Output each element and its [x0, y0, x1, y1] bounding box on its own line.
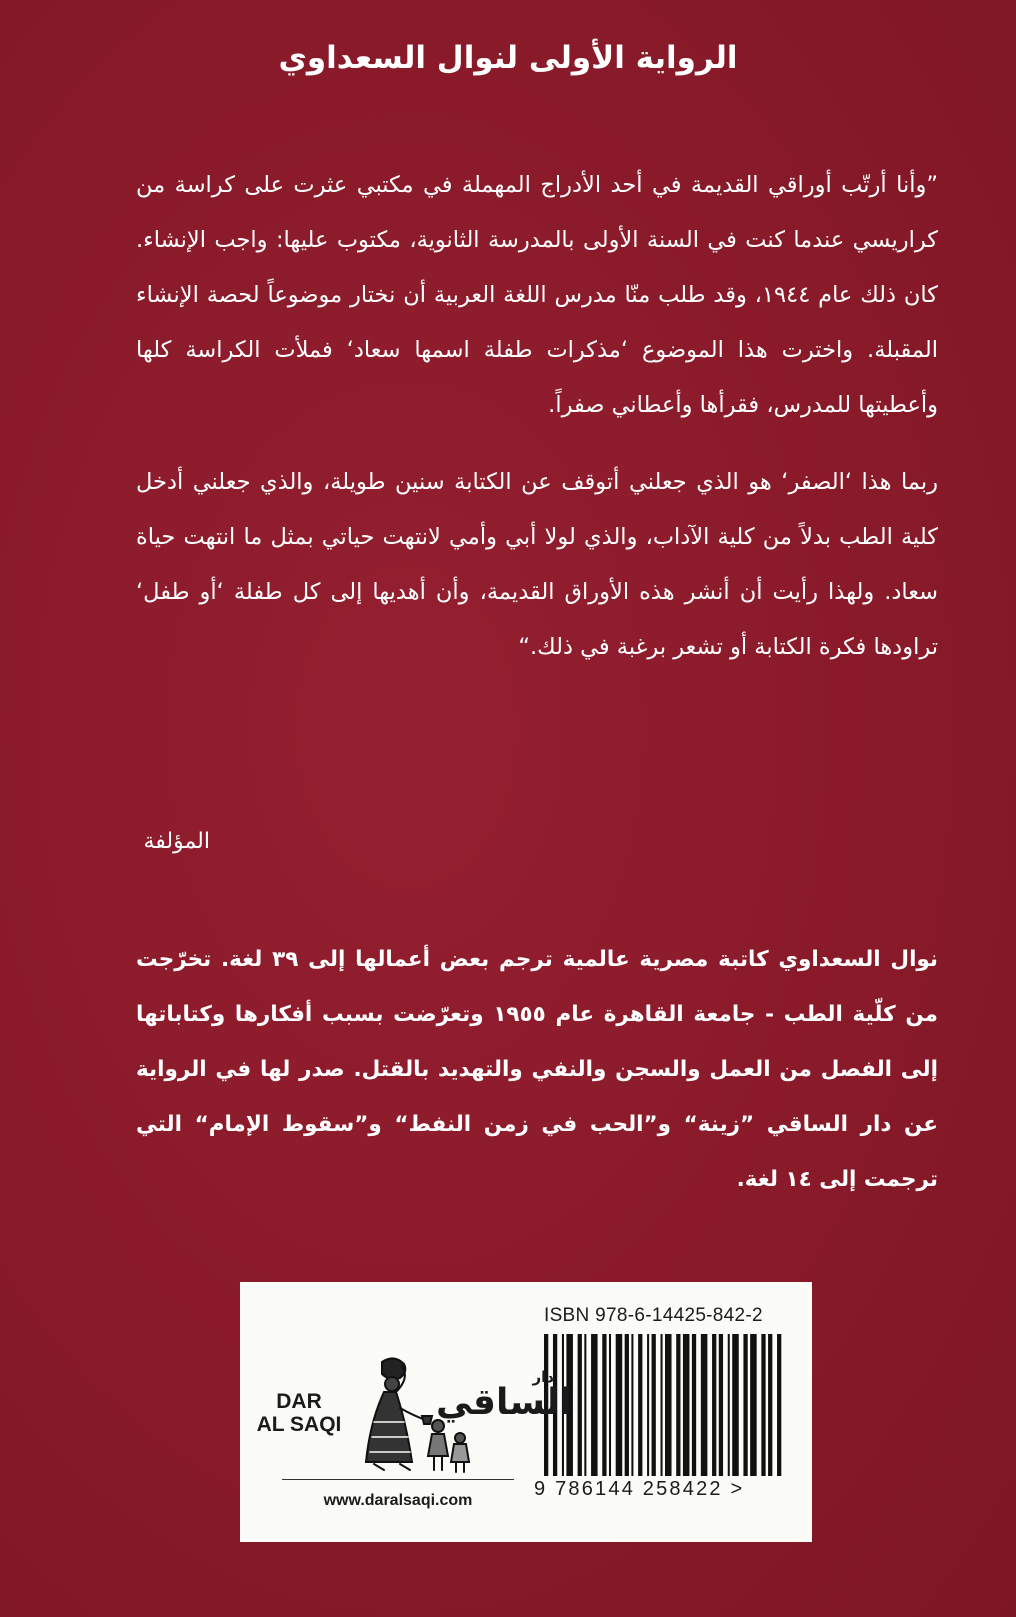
barcode-bar — [701, 1334, 708, 1476]
barcode-bar — [683, 1334, 690, 1476]
barcode-icon — [544, 1334, 786, 1476]
barcode-bar — [768, 1334, 772, 1476]
publisher-website: www.daralsaqi.com — [323, 1492, 473, 1509]
isbn-text: ISBN 978-6-14425-842-2 — [544, 1305, 763, 1326]
publisher-name-line-2: AL SAQI — [256, 1413, 342, 1436]
publisher-barcode-label — [240, 1282, 812, 1542]
barcode-bar — [625, 1334, 629, 1476]
barcode-bar — [591, 1334, 598, 1476]
publisher-name-latin — [254, 1390, 344, 1436]
quote-signature: المؤلفة — [143, 829, 210, 854]
cover-title: الرواية الأولى لنوال السعداوي — [278, 40, 738, 76]
quote-paragraph-1: ”وأنا أرتّب أوراقي القديمة في أحد الأدراج المهملة في مكتبي عثرت على كراسة من كراريسي عندما كنت في السنة الأولى بالمدرسة الثانوية، مكتوب عليها: واجب الإنشاء. كان ذلك عام ١٩٤٤، وقد طلب منّا مدرس اللغة العربية أن نختار موضوعاً لحصة الإنشاء المقبلة. واخترت هذا الموضوع ‘مذكرات طفلة اسمها سعاد‘ فملأت الكراسة كلها وأعطيتها للمدرس، فقرأها وأعطاني صفراً. — [136, 172, 938, 418]
barcode-bar — [602, 1334, 606, 1476]
publisher-name-line-1: DAR — [276, 1390, 322, 1413]
barcode-bar — [647, 1334, 649, 1476]
publisher-name-arabic — [436, 1368, 573, 1423]
barcode-bar — [692, 1334, 696, 1476]
barcode-bar — [661, 1334, 663, 1476]
author-quote — [136, 158, 938, 697]
barcode-bar — [578, 1334, 582, 1476]
barcode-bar — [665, 1334, 672, 1476]
barcode-bar — [676, 1334, 680, 1476]
publisher-arabic-prefix: دار — [532, 1368, 555, 1386]
barcode-bar — [777, 1334, 781, 1476]
barcode-bar — [652, 1334, 656, 1476]
barcode-bar — [631, 1334, 633, 1476]
barcode-digits: 9 786144 258422 > — [534, 1478, 745, 1500]
quote-paragraph-2: ربما هذا ‘الصفر‘ هو الذي جعلني أتوقف عن الكتابة سنين طويلة، والذي جعلني أدخل كلية الطب بدلاً من كلية الآداب، والذي لولا أبي وأمي لانتهت حياتي بمثل ما انتهت حياة سعاد. ولهذا رأيت أن أنشر هذه الأوراق القديمة، وأن أهديها إلى كل طفلة ‘أو طفل‘ تراودها فكرة الكتابة أو تشعر برغبة في ذلك.“ — [136, 469, 938, 660]
barcode-bar — [750, 1334, 757, 1476]
barcode-bar — [638, 1334, 642, 1476]
barcode-bar — [732, 1334, 739, 1476]
author-bio: نوال السعداوي كاتبة مصرية عالمية ترجم بعض أعمالها إلى ٣٩ لغة. تخرّجت من كلّية الطب - جامعة القاهرة عام ١٩٥٥ وتعرّضت بسبب أفكارها وكتاباتها إلى الفصل من العمل والسجن والنفي والتهديد بالقتل. صدر لها في الرواية عن دار الساقي ”زينة“ و”الحب في زمن النفط“ و”سقوط الإمام“ التي ترجمت إلى ١٤ لغة. — [136, 947, 938, 1192]
label-divider — [282, 1479, 514, 1480]
barcode-bar — [609, 1334, 611, 1476]
publisher-arabic-name: الساقي — [436, 1382, 573, 1423]
barcode-bar — [616, 1334, 623, 1476]
barcode-bar — [761, 1334, 765, 1476]
barcode-bar — [743, 1334, 747, 1476]
barcode-bar — [584, 1334, 586, 1476]
barcode-bar — [719, 1334, 723, 1476]
barcode-bar — [712, 1334, 716, 1476]
barcode-bar — [728, 1334, 730, 1476]
